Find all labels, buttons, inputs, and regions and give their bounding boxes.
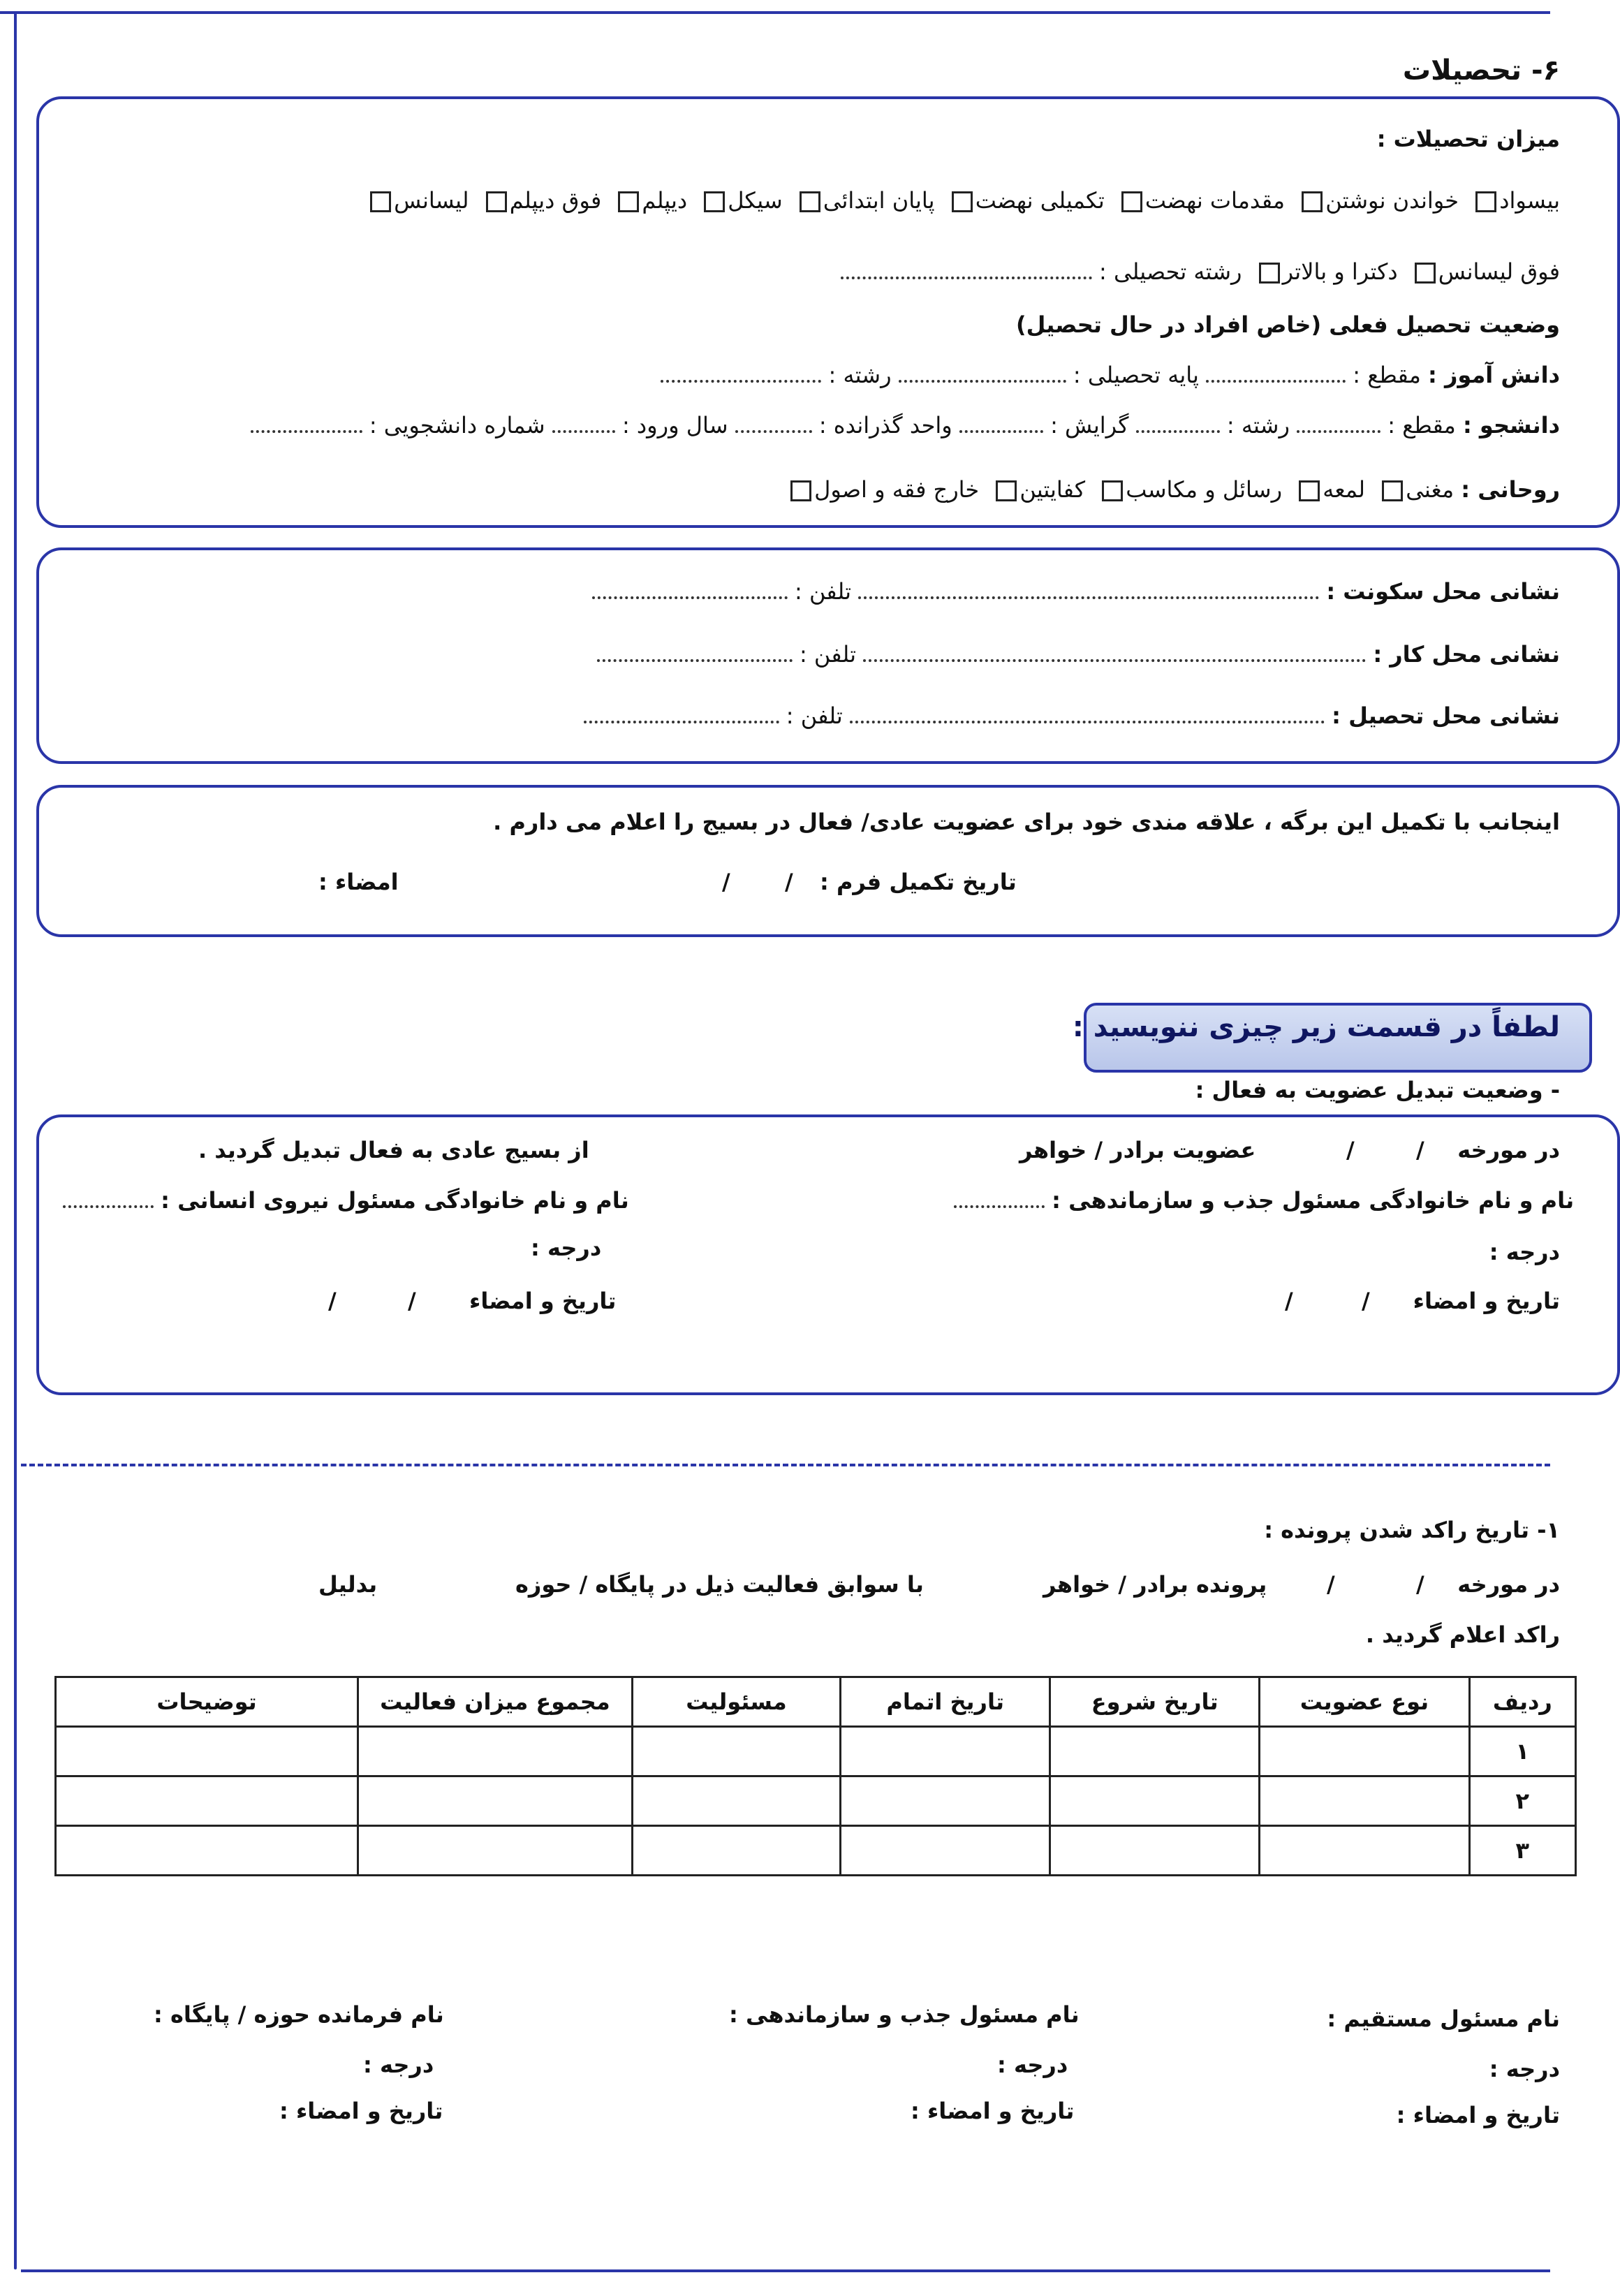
university-label: دانشجو : [1462, 412, 1560, 439]
education-levels-row2 [841, 258, 1560, 285]
level-option[interactable]: دیپلم [608, 187, 687, 214]
orientation-input[interactable] [959, 413, 1043, 433]
student-row [661, 362, 1560, 388]
stag-slash: / [1327, 1571, 1335, 1598]
conv-hr-input[interactable] [63, 1189, 154, 1208]
education-level-label: میزان تحصیلات : [1376, 126, 1560, 152]
conversion-title: - وضعیت تبدیل عضویت به فعال : [1195, 1077, 1560, 1103]
home-phone-input[interactable] [592, 580, 788, 599]
stag-dated: در مورخه [1457, 1571, 1560, 1598]
field-input[interactable] [841, 260, 1092, 279]
base-label: پایه تحصیلی : [1073, 362, 1199, 388]
activity-table [54, 1676, 1577, 1876]
checkbox[interactable] [1102, 480, 1123, 501]
top-edge-line [0, 11, 1550, 14]
table-header: مسئولیت [632, 1677, 841, 1727]
current-status-label: وضعیت تحصیل فعلی (خاص افراد در حال تحصیل) [1016, 311, 1560, 338]
study-phone-input[interactable] [584, 704, 779, 723]
student-number-input[interactable] [251, 413, 362, 433]
table-header: نوع عضویت [1260, 1677, 1469, 1727]
table-cell[interactable] [1050, 1776, 1260, 1826]
table-cell[interactable] [1050, 1826, 1260, 1876]
checkbox[interactable] [1475, 191, 1496, 212]
checkbox[interactable] [370, 191, 391, 212]
commander-rank: درجه : [363, 2052, 434, 2078]
checkbox[interactable] [1259, 263, 1280, 284]
clergy-option[interactable]: مغنی [1372, 476, 1454, 503]
conv-hr-row [63, 1187, 629, 1214]
recruiter-date-sign: تاریخ و امضاء : [911, 2098, 1075, 2124]
grade-label: مقطع : [1353, 362, 1421, 388]
direct-rank: درجه : [1489, 2056, 1560, 2082]
conv-slash: / [328, 1288, 337, 1314]
level-option[interactable]: خواندن نوشتن [1292, 187, 1459, 214]
table-cell[interactable] [1260, 1826, 1469, 1876]
recruiter-name-label: نام مسئول جذب و سازماندهی : [729, 2001, 1080, 2028]
uni-grade-label: مقطع : [1387, 412, 1456, 439]
uni-grade-input[interactable] [1297, 413, 1380, 433]
conv-hr-label: نام و نام خانوادگی مسئول نیروی انسانی : [161, 1187, 629, 1214]
table-cell[interactable] [632, 1727, 841, 1776]
clergy-label: روحانی : [1461, 476, 1560, 503]
signature-label: امضاء : [318, 869, 399, 895]
level-option[interactable]: تکمیلی نهضت [942, 187, 1105, 214]
level-option[interactable]: مقدمات نهضت [1112, 187, 1285, 214]
credits-label: واحد گذرانده : [818, 412, 952, 439]
entry-year-input[interactable] [552, 413, 615, 433]
conv-from-to: از بسیج عادی به فعال تبدیل گردید . [198, 1137, 589, 1163]
clergy-option[interactable]: لمعه [1289, 476, 1365, 503]
table-cell[interactable] [1260, 1776, 1469, 1826]
grade-input[interactable] [1206, 363, 1346, 383]
table-header: مجموع میزان فعالیت [358, 1677, 633, 1727]
form-date-slash: / [722, 869, 730, 895]
row-number: ۳ [1469, 1826, 1575, 1876]
conv-recruiter-row [954, 1187, 1574, 1214]
table-cell[interactable] [56, 1776, 358, 1826]
checkbox[interactable] [1415, 263, 1436, 284]
declaration-box [36, 785, 1620, 937]
table-cell[interactable] [56, 1826, 358, 1876]
table-cell[interactable] [1050, 1727, 1260, 1776]
entry-year-label: سال ورود : [621, 412, 728, 439]
notice-text: لطفاً در قسمت زیر چیزی ننویسید : [1072, 1011, 1560, 1043]
conv-rank-right: درجه : [1489, 1239, 1560, 1265]
checkbox[interactable] [1121, 191, 1142, 212]
stag-history: با سوابق فعالیت ذیل در پایگاه / حوزه [515, 1571, 924, 1598]
clergy-option[interactable]: خارج فقه و اصول [781, 476, 979, 503]
table-header-row [56, 1677, 1576, 1727]
conv-dated: در مورخه [1457, 1137, 1560, 1163]
table-cell[interactable] [358, 1727, 633, 1776]
level-option[interactable]: لیسانس [360, 187, 469, 214]
work-address-row [597, 641, 1560, 668]
clergy-row [781, 476, 1560, 503]
major-label: رشته : [828, 362, 892, 388]
base-input[interactable] [899, 363, 1066, 383]
checkbox[interactable] [952, 191, 973, 212]
education-levels-row1 [360, 187, 1560, 214]
table-header: ردیف [1469, 1677, 1575, 1727]
checkbox[interactable] [1302, 191, 1323, 212]
table-header: تاریخ اتمام [841, 1677, 1050, 1727]
section6-title: ۶- تحصیلات [1402, 54, 1560, 87]
work-address-label: نشانی محل کار : [1373, 641, 1560, 668]
table-header: توضیحات [56, 1677, 358, 1727]
table-row [56, 1727, 1576, 1776]
stag-reason: بدلیل [318, 1571, 378, 1598]
uni-major-label: رشته : [1226, 412, 1290, 439]
conv-slash: / [1285, 1288, 1293, 1314]
stagnation-title: ۱- تاریخ راکد شدن پرونده : [1264, 1517, 1560, 1543]
clergy-option[interactable]: کفایتین [986, 476, 1085, 503]
commander-date-sign: تاریخ و امضاء : [279, 2098, 443, 2124]
table-cell[interactable] [841, 1826, 1050, 1876]
conv-slash: / [1416, 1137, 1424, 1163]
study-address-row [584, 702, 1560, 729]
conv-date-sign-left: تاریخ و امضاء [469, 1288, 617, 1314]
work-address-input[interactable] [863, 642, 1366, 662]
table-cell[interactable] [632, 1776, 841, 1826]
conv-slash: / [1346, 1137, 1355, 1163]
uni-major-input[interactable] [1136, 413, 1220, 433]
level-option[interactable]: پایان ابتدائی [790, 187, 935, 214]
checkbox[interactable] [1299, 480, 1320, 501]
study-address-label: نشانی محل تحصیل : [1332, 702, 1560, 729]
table-cell[interactable] [1260, 1727, 1469, 1776]
level-option[interactable]: فوق لیسانس [1405, 258, 1560, 285]
table-cell[interactable] [358, 1776, 633, 1826]
conv-recruiter-input[interactable] [954, 1189, 1045, 1208]
university-row [251, 412, 1560, 439]
table-cell[interactable] [358, 1826, 633, 1876]
level-option[interactable]: فوق دیپلم [476, 187, 602, 214]
bottom-edge-line [21, 2269, 1550, 2272]
direct-supervisor-label: نام مسئول مستقیم : [1327, 2006, 1560, 2032]
home-address-row [592, 578, 1560, 605]
table-cell[interactable] [56, 1727, 358, 1776]
checkbox[interactable] [800, 191, 820, 212]
work-phone-label: تلفن : [799, 641, 856, 668]
home-address-label: نشانی محل سکونت : [1326, 578, 1560, 605]
row-number: ۱ [1469, 1727, 1575, 1776]
declaration-text: اینجانب با تکمیل این برگه ، علاقه مندی خود برای عضویت عادی/ فعال در بسیج را اعلام می دارم . [493, 809, 1560, 835]
checkbox[interactable] [996, 480, 1017, 501]
dashed-divider [21, 1464, 1550, 1466]
direct-date-sign: تاریخ و امضاء : [1396, 2102, 1560, 2128]
home-phone-label: تلفن : [794, 578, 851, 605]
form-date-label: تاریخ تکمیل فرم : [820, 869, 1017, 895]
commander-name-label: نام فرمانده حوزه / پایگاه : [154, 2001, 444, 2028]
home-address-input[interactable] [858, 580, 1319, 599]
level-option[interactable]: بیسواد [1466, 187, 1560, 214]
conv-membership: عضویت برادر / خواهر [1019, 1137, 1256, 1163]
level-option[interactable]: دکترا و بالاتر [1249, 258, 1398, 285]
checkbox[interactable] [704, 191, 725, 212]
conv-slash: / [1362, 1288, 1370, 1314]
form-date-slash: / [785, 869, 793, 895]
table-header: تاریخ شروع [1050, 1677, 1260, 1727]
study-phone-label: تلفن : [786, 702, 843, 729]
major-input[interactable] [661, 363, 821, 383]
conv-date-sign-right: تاریخ و امضاء [1413, 1288, 1560, 1314]
level-option[interactable]: سیکل [694, 187, 782, 214]
work-phone-input[interactable] [597, 642, 793, 662]
field-label: رشته تحصیلی : [1099, 258, 1242, 285]
checkbox[interactable] [1382, 480, 1403, 501]
table-cell[interactable] [841, 1776, 1050, 1826]
orientation-label: گرایش : [1050, 412, 1129, 439]
conv-rank-left: درجه : [531, 1235, 602, 1261]
study-address-input[interactable] [850, 704, 1325, 723]
checkbox[interactable] [618, 191, 639, 212]
table-row [56, 1776, 1576, 1826]
stag-slash: / [1416, 1571, 1424, 1598]
credits-input[interactable] [735, 413, 812, 433]
row-number: ۲ [1469, 1776, 1575, 1826]
left-edge-line [14, 11, 17, 2269]
checkbox[interactable] [486, 191, 507, 212]
recruiter-rank: درجه : [997, 2052, 1068, 2078]
stag-file: پرونده برادر / خواهر [1043, 1571, 1267, 1598]
student-label: دانش آموز : [1428, 362, 1560, 388]
stag-declared: راکد اعلام گردید . [1365, 1621, 1560, 1648]
clergy-option[interactable]: رسائل و مکاسب [1092, 476, 1282, 503]
table-cell[interactable] [632, 1826, 841, 1876]
checkbox[interactable] [790, 480, 811, 501]
conv-recruiter-label: نام و نام خانوادگی مسئول جذب و سازماندهی : [1052, 1187, 1575, 1214]
table-row [56, 1826, 1576, 1876]
conv-slash: / [408, 1288, 416, 1314]
student-number-label: شماره دانشجویی : [369, 412, 545, 439]
table-cell[interactable] [841, 1727, 1050, 1776]
